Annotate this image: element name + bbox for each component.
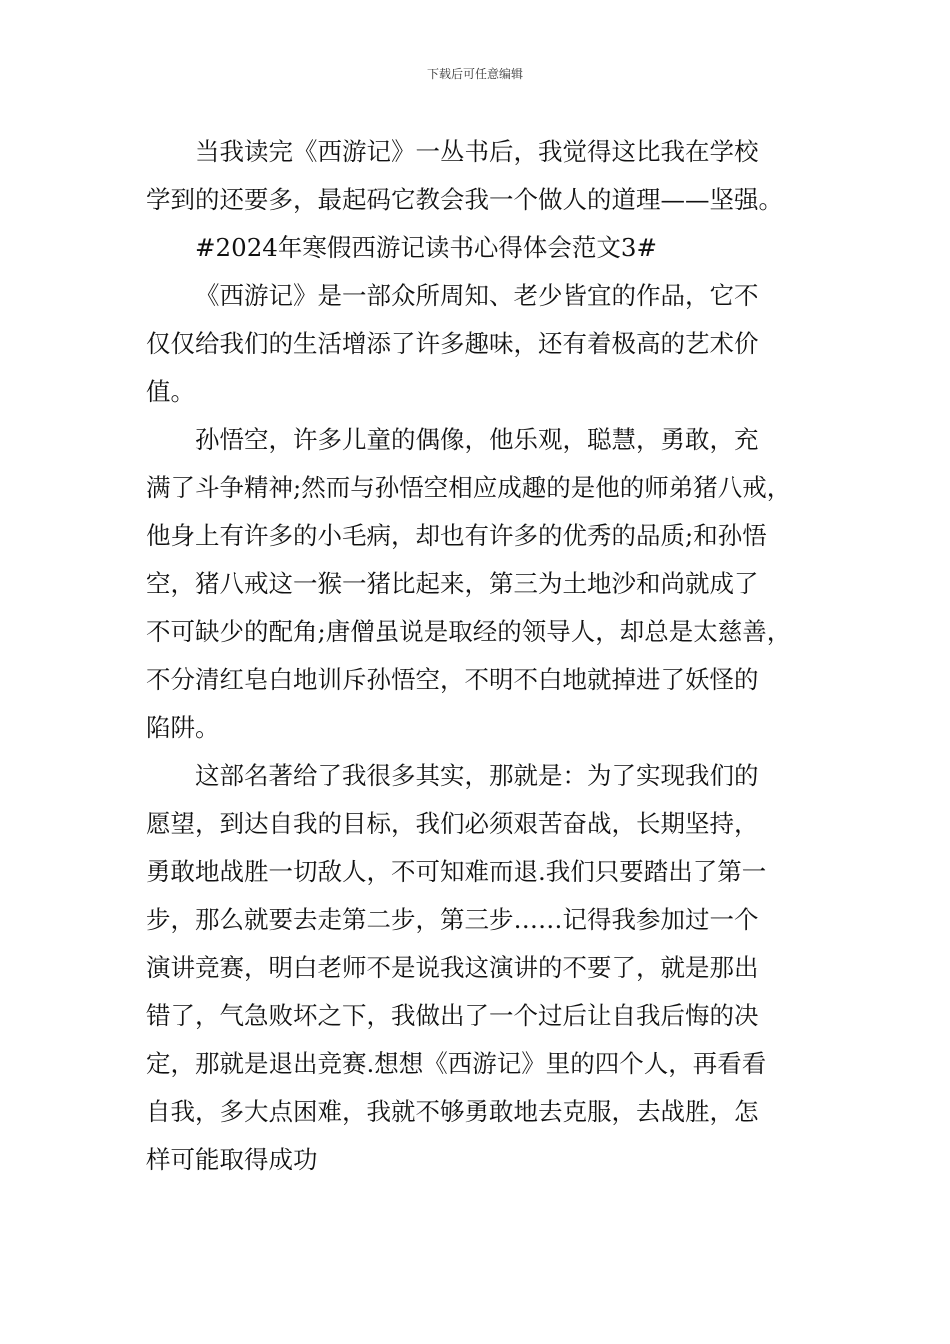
text-line: 《西游记》是一部众所周知、老少皆宜的作品，它不 (195, 281, 759, 310)
section-heading (146, 224, 810, 272)
text-line: 定，那就是退出竞赛.想想《西游记》里的四个人，再看看 (146, 1049, 767, 1078)
text-line: 勇敢地战胜一切敌人，不可知难而退.我们只要踏出了第一 (146, 857, 767, 886)
text-line: 步，那么就要去走第二步，第三步……记得我参加过一个 (146, 905, 759, 934)
text-line: 样可能取得成功 (146, 1145, 318, 1174)
paragraph-lesson (146, 752, 810, 1184)
text-line: 不分清红皂白地训斥孙悟空，不明不白地就掉进了妖怪的 (146, 665, 759, 694)
text-line: 孙悟空，许多儿童的偶像，他乐观，聪慧，勇敢，充 (195, 425, 759, 454)
document-body (146, 128, 810, 1184)
page-header: 下载后可任意编辑 (426, 67, 523, 81)
text-line: 他身上有许多的小毛病，却也有许多的优秀的品质;和孙悟 (146, 521, 767, 550)
text-line: 自我，多大点困难，我就不够勇敢地去克服，去战胜，怎 (146, 1097, 759, 1126)
paragraph-overview (146, 272, 810, 416)
text-line: 陷阱。 (146, 713, 220, 742)
text-line: 这部名著给了我很多其实，那就是：为了实现我们的 (195, 761, 759, 790)
text-line: 学到的还要多，最起码它教会我一个做人的道理——坚强。 (146, 185, 783, 214)
text-line: 不可缺少的配角;唐僧虽说是取经的领导人，却总是太慈善， (146, 617, 792, 646)
text-line: #2024年寒假西游记读书心得体会范文3# (195, 233, 657, 262)
text-line: 仅仅给我们的生活增添了许多趣味，还有着极高的艺术价 (146, 329, 759, 358)
text-line: 满了斗争精神;然而与孙悟空相应成趣的是他的师弟猪八戒， (146, 473, 792, 502)
text-line: 值。 (146, 377, 195, 406)
text-line: 当我读完《西游记》一丛书后，我觉得这比我在学校 (195, 137, 759, 166)
text-line: 空，猪八戒这一猴一猪比起来，第三为土地沙和尚就成了 (146, 569, 759, 598)
text-line: 演讲竞赛，明白老师不是说我这演讲的不要了，就是那出 (146, 953, 759, 982)
text-line: 错了，气急败坏之下，我做出了一个过后让自我后悔的决 (146, 1001, 759, 1030)
paragraph-intro-end (146, 128, 810, 224)
paragraph-characters (146, 416, 810, 752)
text-line: 愿望，到达自我的目标，我们必须艰苦奋战，长期坚持， (146, 809, 759, 838)
